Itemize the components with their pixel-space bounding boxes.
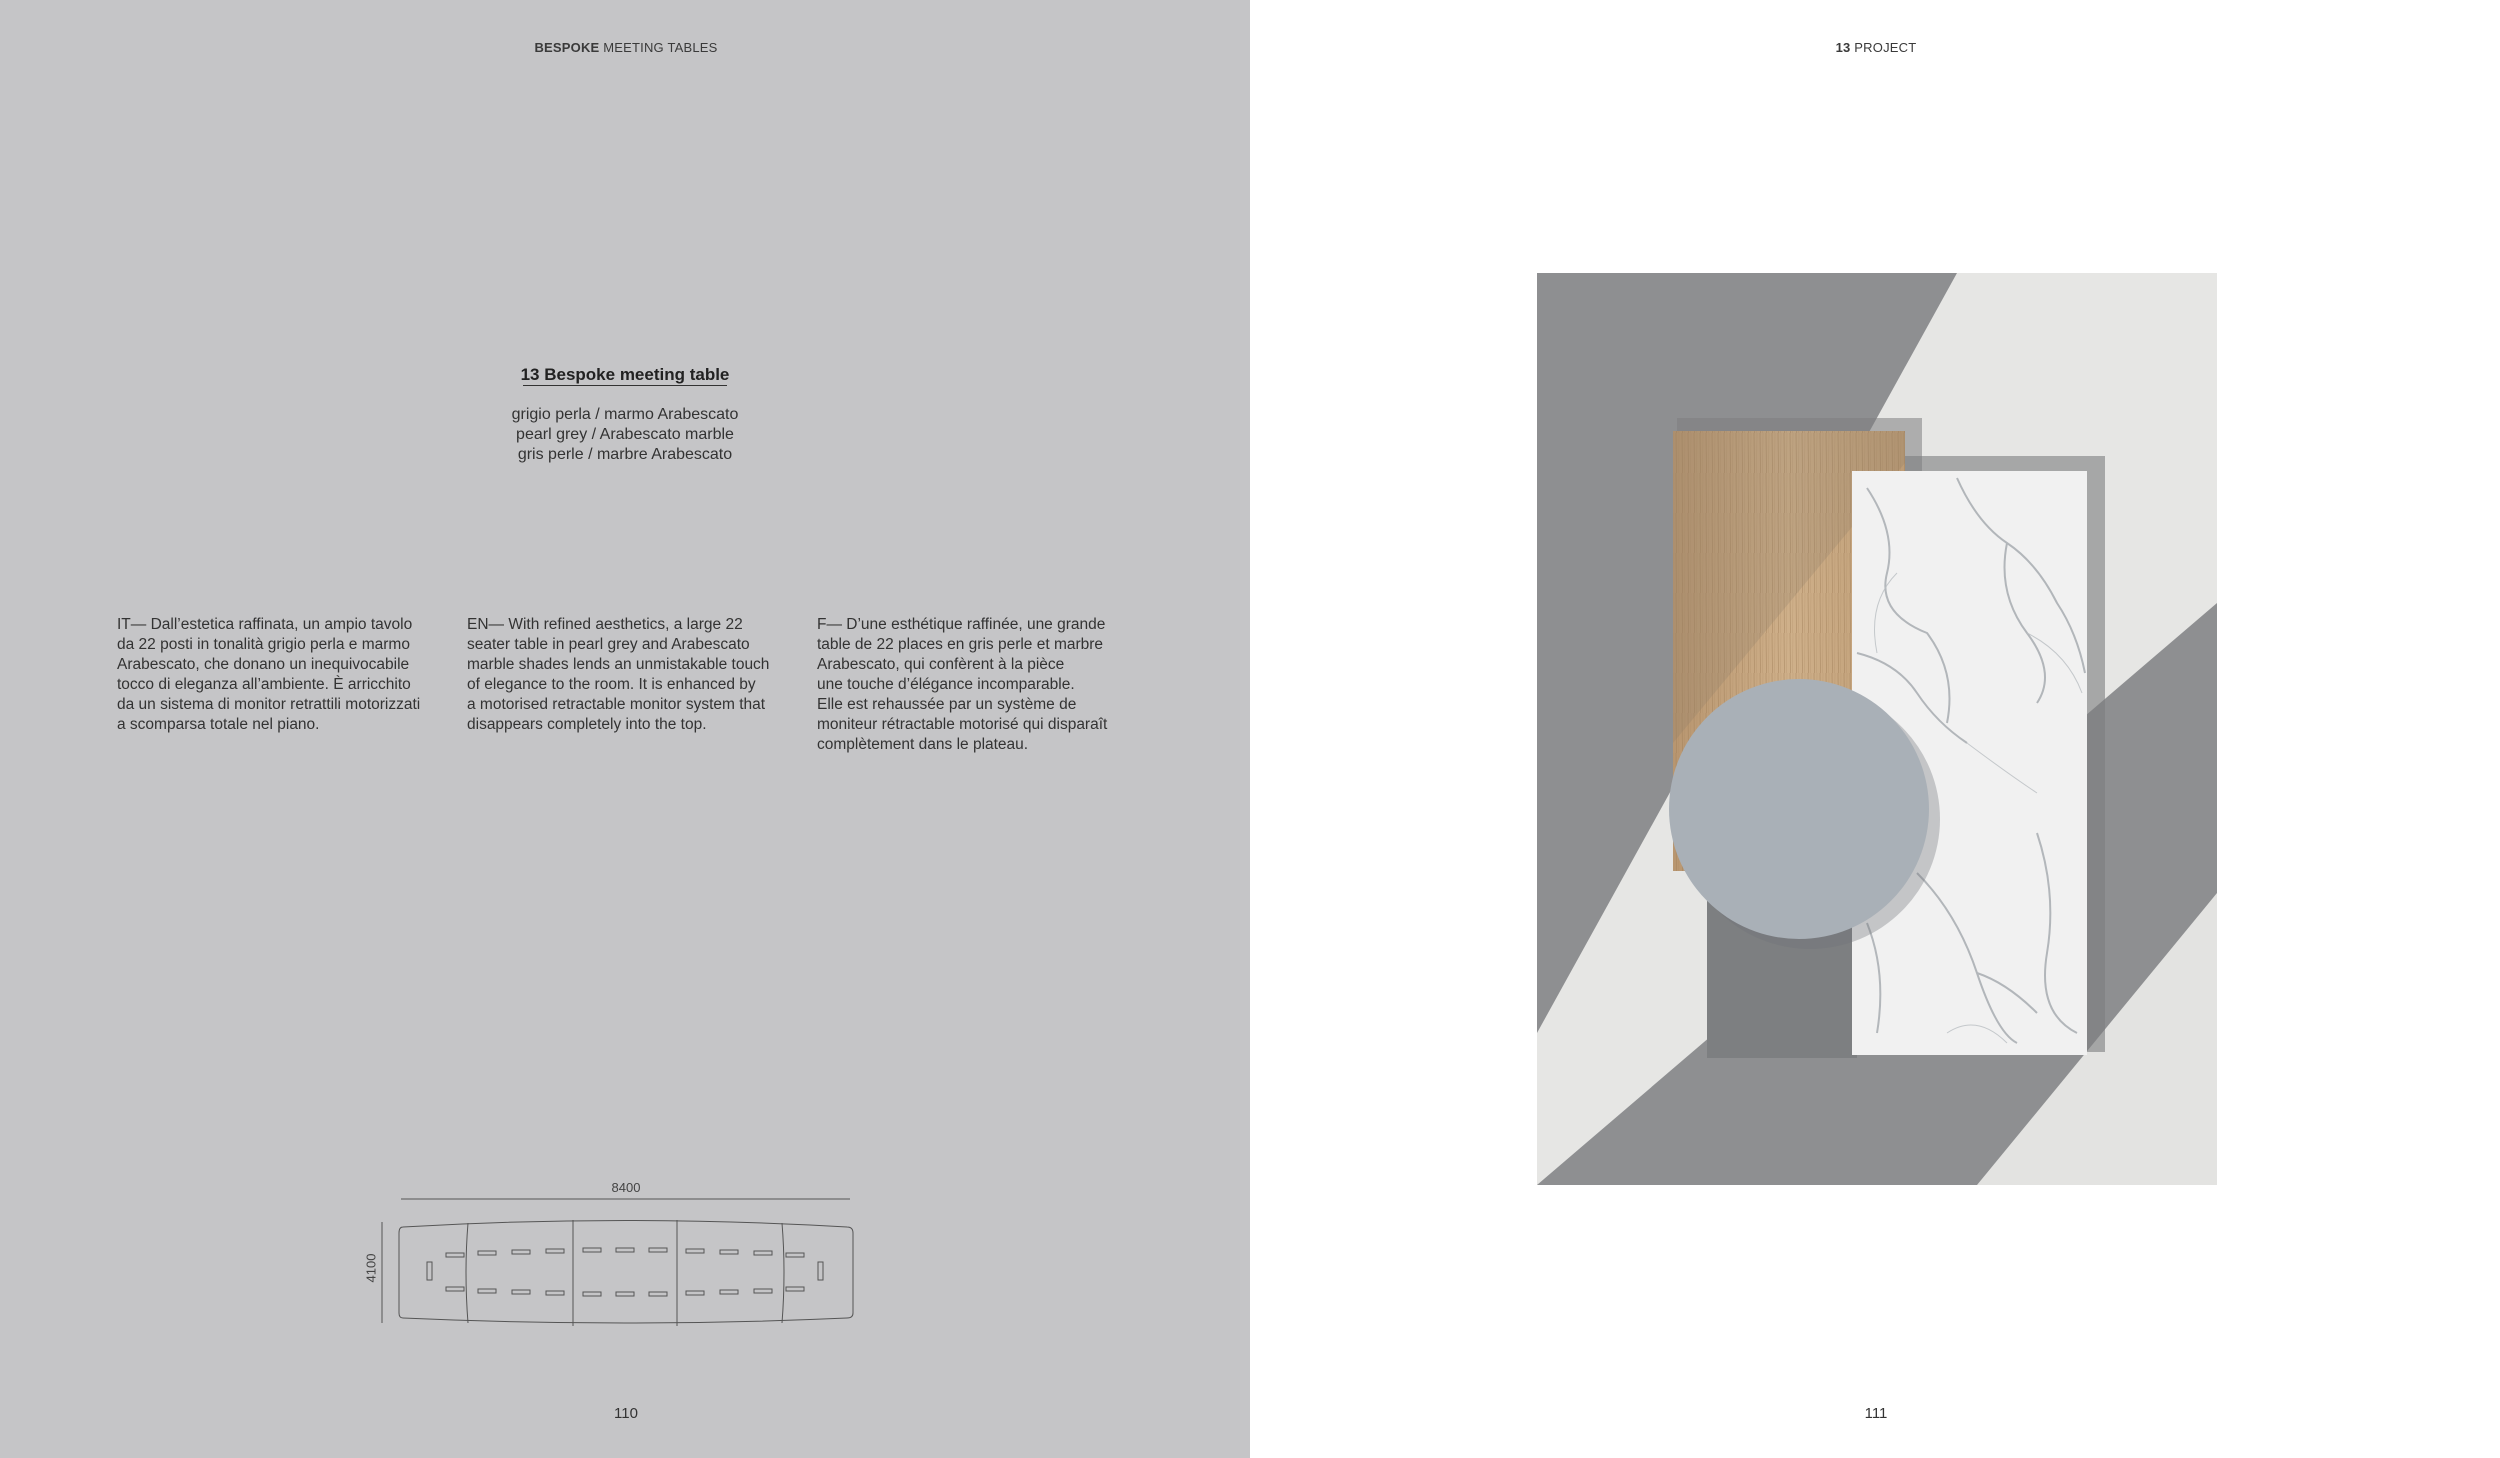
- text-line: of elegance to the room. It is enhanced by: [467, 676, 756, 693]
- finish-fr: gris perle / marbre Arabescato: [517, 446, 733, 463]
- product-title: 13 Bespoke meeting table: [520, 365, 730, 384]
- page-number-right: 111: [1864, 1405, 1888, 1422]
- text-line: une touche d’élégance incomparable.: [817, 676, 1075, 693]
- text-line: tocco di eleganza all’ambiente. È arricchito: [117, 676, 411, 693]
- text-line: moniteur rétractable motorisé qui disparaît: [817, 716, 1108, 733]
- text-line: seater table in pearl grey and Arabescato: [467, 636, 750, 653]
- segment-divider: [782, 1223, 784, 1323]
- description-english: [467, 615, 797, 735]
- running-header-right: [1836, 40, 1917, 55]
- text-line: da 22 posti in tonalità grigio perla e marmo: [117, 636, 410, 653]
- text-line: Elle est rehaussée par un système de: [817, 696, 1077, 713]
- description-french: [817, 615, 1147, 755]
- title-underline: [523, 385, 727, 386]
- text-line: table de 22 places en gris perle et marbre: [817, 636, 1104, 653]
- monitor-row-bottom: [446, 1287, 804, 1296]
- end-monitor: [427, 1262, 432, 1280]
- monitor-row-top: [446, 1248, 804, 1257]
- text-line: EN— With refined aesthetics, a large 22: [467, 616, 743, 633]
- text-line: da un sistema di monitor retrattili motorizzati: [117, 696, 421, 713]
- end-monitor: [818, 1262, 823, 1280]
- text-line: F— D’une esthétique raffinée, une grande: [817, 616, 1106, 633]
- depth-dimension-label: 4100: [363, 1253, 379, 1283]
- text-line: Arabescato, qui confèrent à la pièce: [817, 656, 1065, 673]
- text-line: Arabescato, che donano un inequivocabile: [117, 656, 410, 673]
- page-number-left: 110: [614, 1405, 638, 1422]
- text-line: marble shades lends an unmistakable touch: [467, 656, 770, 673]
- header-number: 13: [1835, 40, 1851, 55]
- header-section: PROJECT: [1854, 40, 1917, 55]
- segment-divider: [466, 1223, 468, 1323]
- text-line: a scomparsa totale nel piano.: [117, 716, 320, 733]
- text-line: complètement dans le plateau.: [817, 736, 1029, 753]
- text-line: IT— Dall’estetica raffinata, un ampio tavolo: [117, 616, 413, 633]
- finish-it: grigio perla / marmo Arabescato: [511, 406, 739, 423]
- header-section: MEETING TABLES: [603, 40, 718, 55]
- material-samples-photo: [1537, 273, 2217, 1185]
- finish-list: [425, 405, 825, 465]
- table-plan-drawing: [350, 1180, 870, 1340]
- description-italian: [117, 615, 447, 735]
- finish-en: pearl grey / Arabescato marble: [516, 426, 734, 443]
- text-line: disappears completely into the top.: [467, 716, 707, 733]
- pearl-grey-disc: [1669, 679, 1929, 939]
- width-dimension-label: 8400: [611, 1180, 641, 1195]
- header-brand: BESPOKE: [534, 40, 600, 55]
- running-header-left: [534, 40, 717, 55]
- text-line: a motorised retractable monitor system that: [467, 696, 766, 713]
